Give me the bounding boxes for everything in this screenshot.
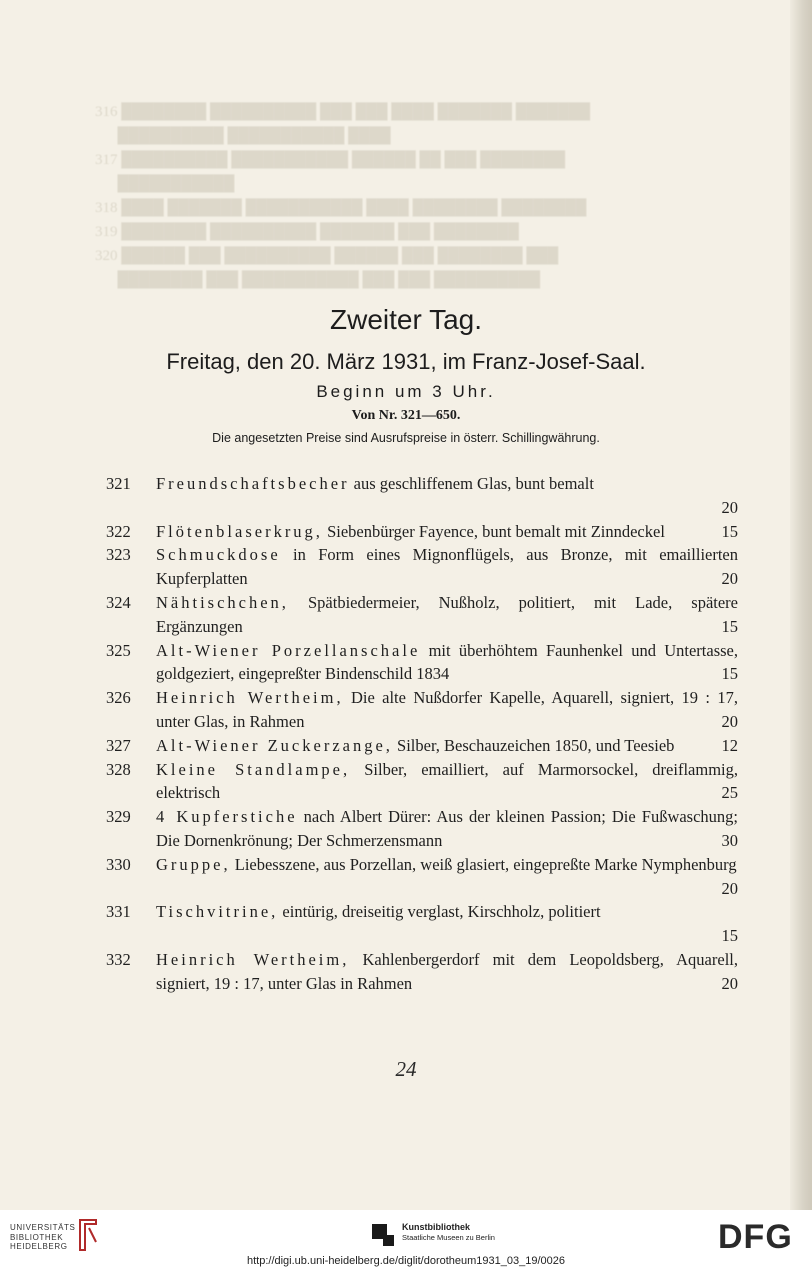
bleed-through: 316 ████████ ██████████ ███ ███ ████ ███████ ███████ ██████████ ███████████ ████ 317 ██████████ ███████████ ██████ ██ ███ ████████ ███████████ 318 ████ ███████ ███████████ ████ ████████ ████████ 319 ████████ ██████████ ███████ ███ ████████ 320 ██████ ███ ██████████ ██████ ███ ████████ ███ ████████ ███ ███████████ ███ ███ ██████████: [95, 104, 591, 288]
university-logo-icon: [77, 1218, 99, 1252]
lot-price: 15: [721, 926, 738, 946]
lot-number: 321: [106, 474, 131, 493]
lot-description: Siebenbürger Fayence, bunt bemalt mit Zinndeckel: [322, 521, 665, 541]
lot-number: 329: [106, 807, 131, 827]
lot-price: 12: [721, 735, 738, 755]
lot-price: 20: [721, 878, 738, 898]
lot-name: Kleine Standlampe,: [156, 759, 351, 779]
lot-number: 327: [106, 735, 131, 755]
page-title: Zweiter Tag.: [330, 304, 482, 335]
lot-number: 328: [106, 759, 131, 779]
university-label: UNIVERSITÄTS BIBLIOTHEK HEIDELBERG: [10, 1223, 76, 1251]
page-number: 24: [395, 1057, 417, 1081]
lot-description: eintürig, dreiseitig verglast, Kirschholz, politiert: [278, 902, 601, 922]
lot-number: 326: [106, 688, 131, 708]
lot-price: 20: [721, 569, 738, 589]
lot-entry: [106, 639, 738, 687]
lot-description: Silber, Beschauzeichen 1850, und Teesieb: [392, 735, 675, 755]
lot-entry: [106, 948, 738, 996]
lot-entry: [106, 900, 738, 948]
lot-description: mit überhöhtem Faunhenkel und Untertasse, goldgeziert, eingepreßter Bindenschild 1834: [156, 640, 739, 684]
lot-price: 20: [721, 711, 738, 731]
page-edge: [790, 0, 812, 1210]
lot-name: Alt-Wiener Porzellanschale: [156, 640, 421, 660]
lot-entry: [106, 853, 738, 901]
lot-number: 331: [106, 902, 131, 922]
lot-description: nach Albert Dürer: Aus der kleinen Passion; Die Fußwaschung; Die Dornenkrönung; Der Schmerzensmann: [156, 807, 739, 850]
lot-entry: [106, 543, 738, 591]
lot-range: Von Nr. 321—650.: [351, 408, 461, 423]
lot-description: Spätbiedermeier, Nußholz, politiert, mit Lade, spätere Ergänzungen: [156, 592, 738, 636]
lot-entry: [106, 520, 738, 544]
lot-price: 30: [721, 830, 738, 850]
source-url[interactable]: http://digi.ub.uni-heidelberg.de/diglit/dorotheum1931_03_19/0026: [246, 1255, 566, 1267]
lot-entry: [106, 591, 738, 639]
lot-name: Freundschaftsbecher: [156, 474, 350, 493]
lot-price: 15: [721, 664, 738, 684]
lot-name: Heinrich Wertheim,: [156, 688, 344, 708]
lot-entry: [106, 805, 738, 853]
lot-name: Tischvitrine,: [156, 902, 279, 922]
price-note: Die angesetzten Preise sind Ausrufspreise in österr. Schillingwährung.: [212, 431, 600, 445]
lot-description: Silber, emailliert, auf Marmorsockel, dreiflammig, elektrisch: [156, 759, 738, 803]
dfg-logo: DFG: [718, 1218, 793, 1256]
lot-entry: [106, 734, 738, 758]
lot-number: 325: [106, 640, 131, 660]
kunstbibliothek-logo-icon: [372, 1224, 396, 1246]
lot-name: Gruppe,: [156, 854, 231, 874]
lot-entry: [106, 758, 738, 806]
lot-description: Kahlenbergerdorf mit dem Leopoldsberg, Aquarell, signiert, 19 : 17, unter Glas in Rahmen: [156, 949, 738, 993]
lot-name: Alt-Wiener Zuckerzange,: [156, 735, 393, 755]
lot-description: Liebesszene, aus Porzellan, weiß glasiert, eingepreßte Marke Nymphenburg: [230, 854, 737, 874]
viewer-footer: [0, 1210, 812, 1269]
lot-description: aus geschliffenem Glas, bunt bemalt: [349, 474, 594, 493]
start-time: Beginn um 3 Uhr.: [316, 382, 496, 401]
lot-entry: [106, 686, 738, 734]
lot-name: 4 Kupferstiche: [156, 807, 298, 827]
lot-number: 322: [106, 521, 131, 541]
lot-name: Flötenblaserkrug,: [156, 521, 323, 541]
lot-description: Die alte Nußdorfer Kapelle, Aquarell, signiert, 19 : 17, unter Glas, in Rahmen: [156, 688, 738, 731]
lot-number: 330: [106, 854, 131, 874]
kunstbibliothek-label: Kunstbibliothek Staatliche Museen zu Berlin: [402, 1222, 495, 1242]
lot-number: 323: [106, 545, 131, 565]
lot-list: [106, 472, 738, 996]
lot-price: 25: [721, 783, 738, 803]
date-line: Freitag, den 20. März 1931, im Franz-Josef-Saal.: [166, 349, 646, 374]
lot-description: in Form eines Mignonflügels, aus Bronze, mit emaillierten Kupferplatten: [156, 545, 738, 589]
lot-number: 332: [106, 949, 131, 969]
lot-number: 324: [106, 592, 131, 612]
lot-entry: [106, 472, 738, 520]
lot-name: Heinrich Wertheim,: [156, 949, 350, 969]
lot-price: 20: [721, 973, 738, 993]
lot-price: 15: [721, 616, 738, 636]
lot-price: 15: [721, 521, 738, 541]
lot-name: Schmuckdose: [156, 545, 281, 565]
lot-name: Nähtischchen,: [156, 592, 289, 612]
lot-price: 20: [721, 497, 738, 517]
